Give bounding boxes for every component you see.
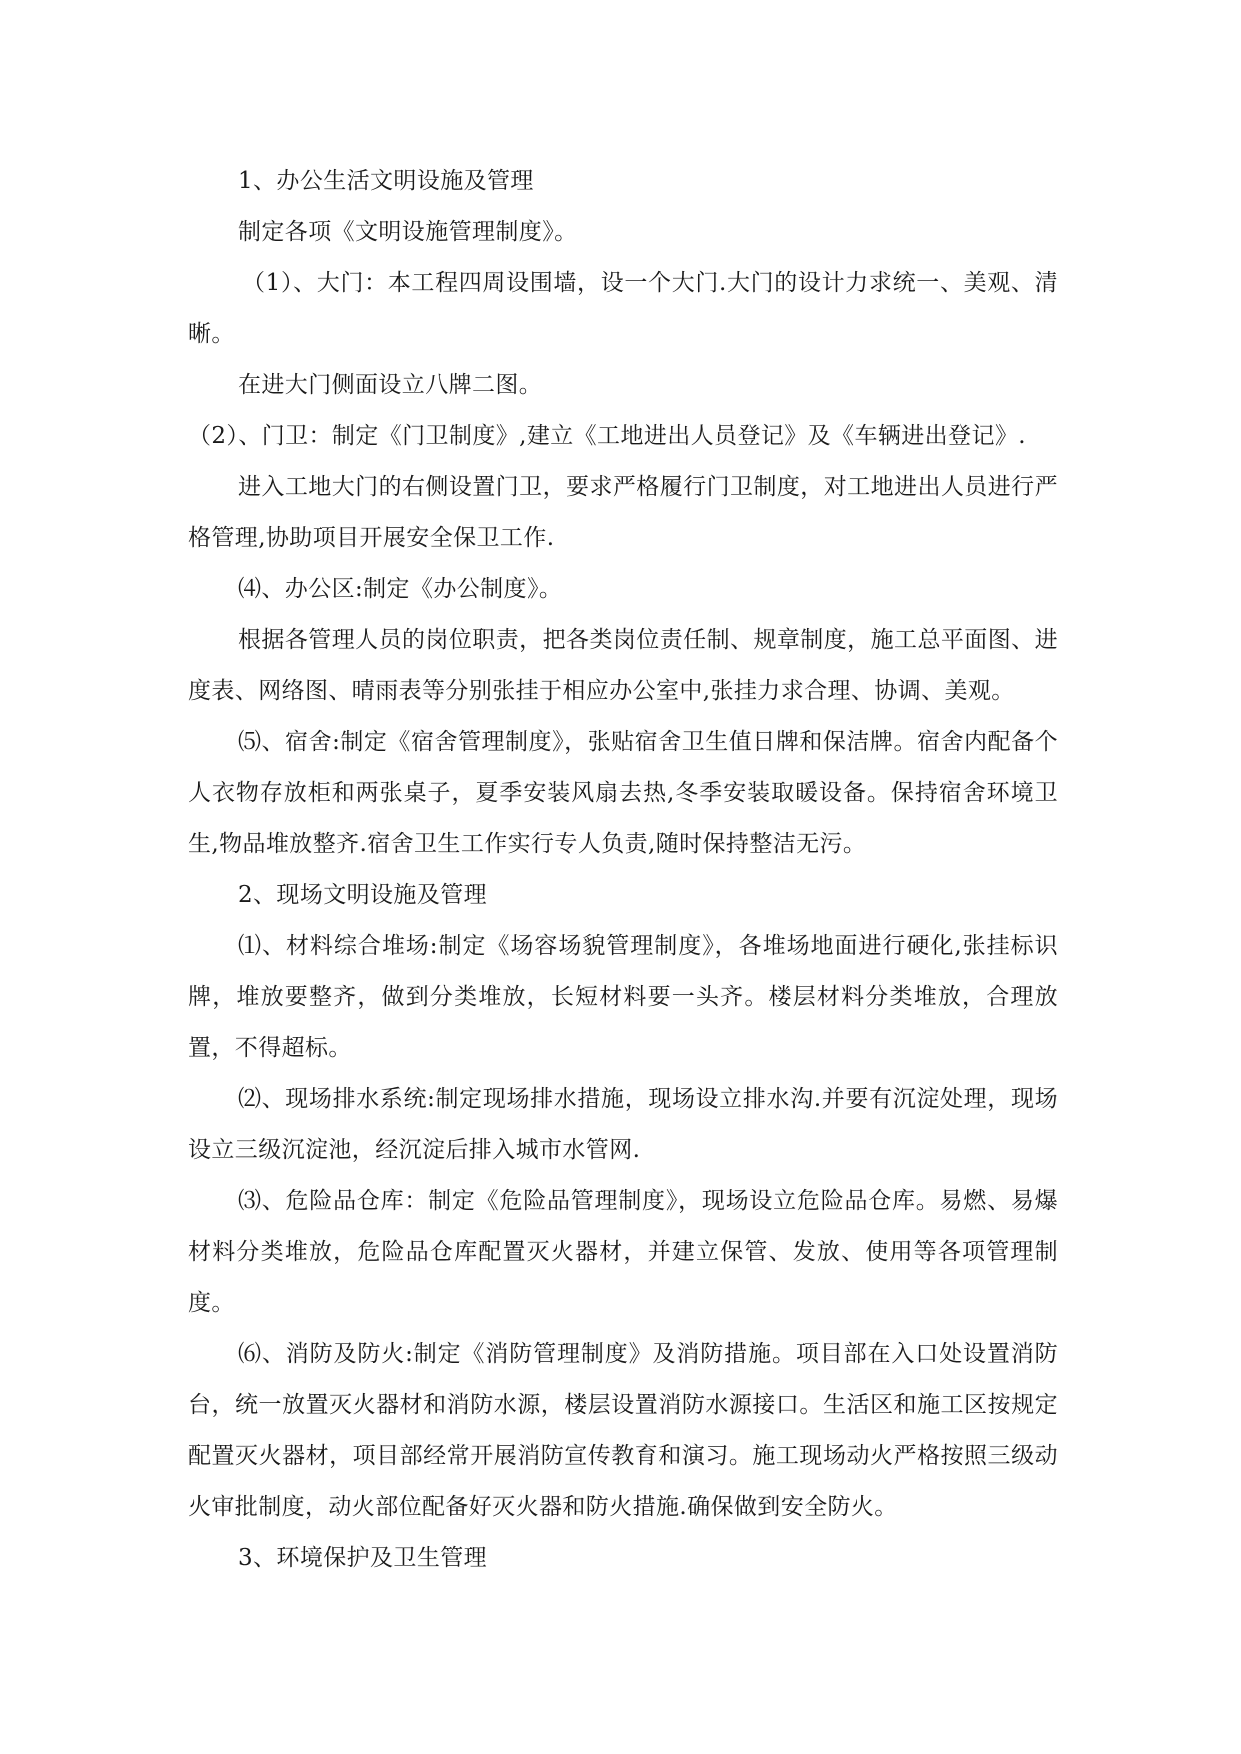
document-body xyxy=(188,156,1058,1584)
item-office: ⑷、办公区:制定《办公制度》。 xyxy=(238,576,563,602)
paragraph-4: 在进大门侧面设立八牌二图。 xyxy=(238,372,543,398)
paragraph-2: 制定各项《文明设施管理制度》。 xyxy=(238,219,578,245)
section-heading-3: 3、环境保护及卫生管理 xyxy=(238,1545,488,1571)
item-fire-protection: ⑹、消防及防火:制定《消防管理制度》及消防措施。项目部在入口处设置消防台，统一放置灭火器材和消防水源，楼层设置消防水源接口。生活区和施工区按规定配置灭火器材，项目部经常开展消防宣传教育和演习。施工现场动火严格按照三级动火审批制度，动火部位配备好灭火器和防火措施.确保做到安全防火。 xyxy=(188,1341,1058,1520)
section-heading-1: 1、办公生活文明设施及管理 xyxy=(238,168,534,194)
item-guard: （2）、门卫：制定《门卫制度》,建立《工地进出人员登记》及《车辆进出登记》. xyxy=(188,423,1026,449)
paragraph-8: 根据各管理人员的岗位职责，把各类岗位责任制、规章制度，施工总平面图、进度表、网络图、晴雨表等分别张挂于相应办公室中,张挂力求合理、协调、美观。 xyxy=(188,627,1058,704)
item-dormitory: ⑸、宿舍:制定《宿舍管理制度》，张贴宿舍卫生值日牌和保洁牌。宿舍内配备个人衣物存放柜和两张桌子，夏季安装风扇去热,冬季安装取暖设备。保持宿舍环境卫生,物品堆放整齐.宿舍卫生工作实行专人负责,随时保持整洁无污。 xyxy=(188,729,1058,857)
item-hazard-warehouse: ⑶、危险品仓库：制定《危险品管理制度》，现场设立危险品仓库。易燃、易爆材料分类堆放，危险品仓库配置灭火器材，并建立保管、发放、使用等各项管理制度。 xyxy=(188,1188,1058,1316)
paragraph-6: 进入工地大门的右侧设置门卫，要求严格履行门卫制度，对工地进出人员进行严格管理,协助项目开展安全保卫工作. xyxy=(188,474,1058,551)
item-drainage: ⑵、现场排水系统:制定现场排水措施，现场设立排水沟.并要有沉淀处理，现场设立三级沉淀池，经沉淀后排入城市水管网. xyxy=(188,1086,1058,1163)
item-gate: （1）、大门：本工程四周设围墙，设一个大门.大门的设计力求统一、美观、清晰。 xyxy=(188,270,1058,347)
item-material-yard: ⑴、材料综合堆场:制定《场容场貌管理制度》，各堆场地面进行硬化,张挂标识牌，堆放要整齐，做到分类堆放，长短材料要一头齐。楼层材料分类堆放，合理放置，不得超标。 xyxy=(188,933,1058,1061)
section-heading-2: 2、现场文明设施及管理 xyxy=(238,882,488,908)
